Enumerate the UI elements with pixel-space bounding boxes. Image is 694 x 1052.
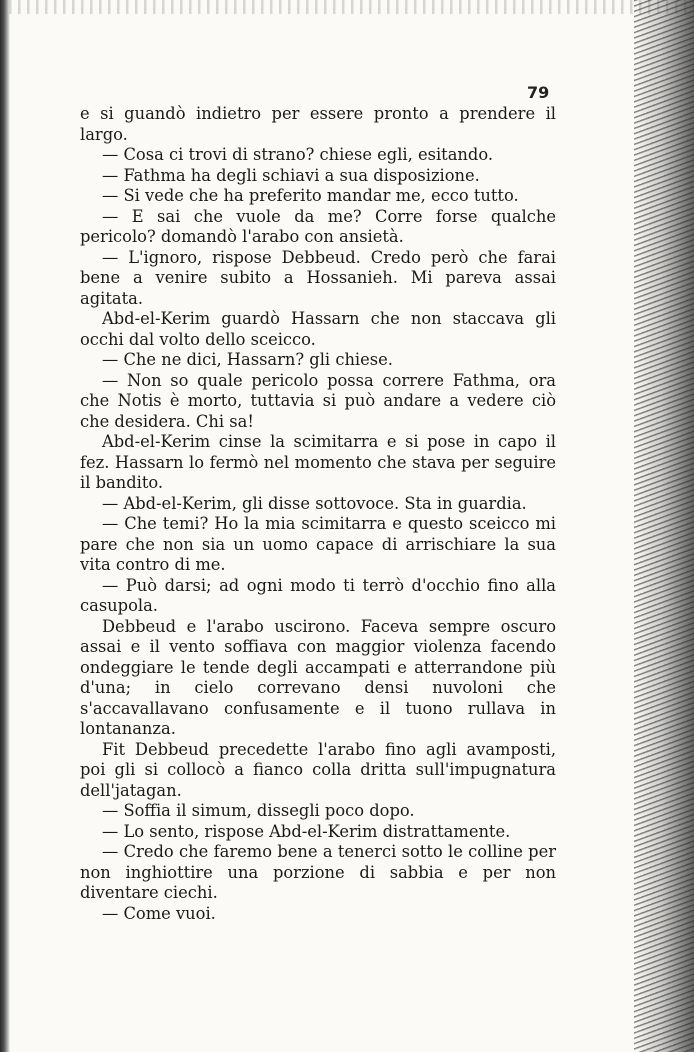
paragraph: — Si vede che ha preferito mandar me, ecco tutto.: [102, 186, 519, 205]
paragraph: — Può darsi; ad ogni modo ti terrò d'occhio fino alla casupola.: [80, 575, 556, 615]
paragraph: — Non so quale pericolo possa correre Fathma, ora che Notis è morto, tuttavia si può andare a vedere ciò che desidera. Chi sa!: [80, 370, 556, 431]
paragraph: — Lo sento, rispose Abd-el-Kerim distrattamente.: [102, 821, 511, 841]
paragraph: Debbeud e l'arabo uscirono. Faceva sempre oscuro assai e il vento soffiava con maggior violenza facendo ondeggiare le tende degli accampati e atterrandone più d'una; in cielo correvano densi nuvoloni che s'accavallavano confusamente e il tuono rullava in lontananza.: [80, 616, 556, 738]
paragraph: Fit Debbeud precedette l'arabo fino agli avamposti, poi gli si collocò a fianco colla dritta sull'impugnatura dell'jatagan.: [80, 739, 556, 800]
paragraph: — Che ne dici, Hassarn? gli chiese.: [102, 350, 393, 369]
paragraph: — Fathma ha degli schiavi a sua disposizione.: [102, 165, 480, 185]
body-text: [80, 104, 556, 924]
paragraph: e si guandò indietro per essere pronto a prendere il largo.: [80, 104, 556, 144]
paragraph: Abd-el-Kerim cinse la scimitarra e si pose in capo il fez. Hassarn lo fermò nel momento che stava per seguire il bandito.: [80, 432, 556, 492]
scan-top-edge: [0, 0, 694, 14]
paragraph: — E sai che vuole da me? Corre forse qualche pericolo? domandò l'arabo con ansietà.: [80, 206, 556, 246]
paragraph: — Che temi? Ho la mia scimitarra e questo sceicco mi pare che non sia un uomo capace di arrischiare la sua vita contro di me.: [80, 514, 556, 574]
page-edge-texture: [634, 0, 694, 1052]
paragraph: — Abd-el-Kerim, gli disse sottovoce. Sta in guardia.: [102, 493, 527, 513]
paragraph: — L'ignoro, rispose Debbeud. Credo però che farai bene a venire subito a Hossanieh. Mi pareva assai agitata.: [80, 247, 556, 308]
paragraph: — Cosa ci trovi di strano? chiese egli, esitando.: [102, 145, 494, 164]
paragraph: — Credo che faremo bene a tenerci sotto le colline per non inghiottire una porzione di sabbia e per non diventare ciechi.: [80, 842, 556, 902]
paragraph: Abd-el-Kerim guardò Hassarn che non staccava gli occhi dal volto dello sceicco.: [80, 309, 556, 349]
paragraph: — Come vuoi.: [102, 903, 216, 923]
binding-shadow: [0, 0, 10, 1052]
paragraph: — Soffia il simum, dissegli poco dopo.: [102, 801, 415, 820]
page-number: 79: [527, 83, 550, 102]
